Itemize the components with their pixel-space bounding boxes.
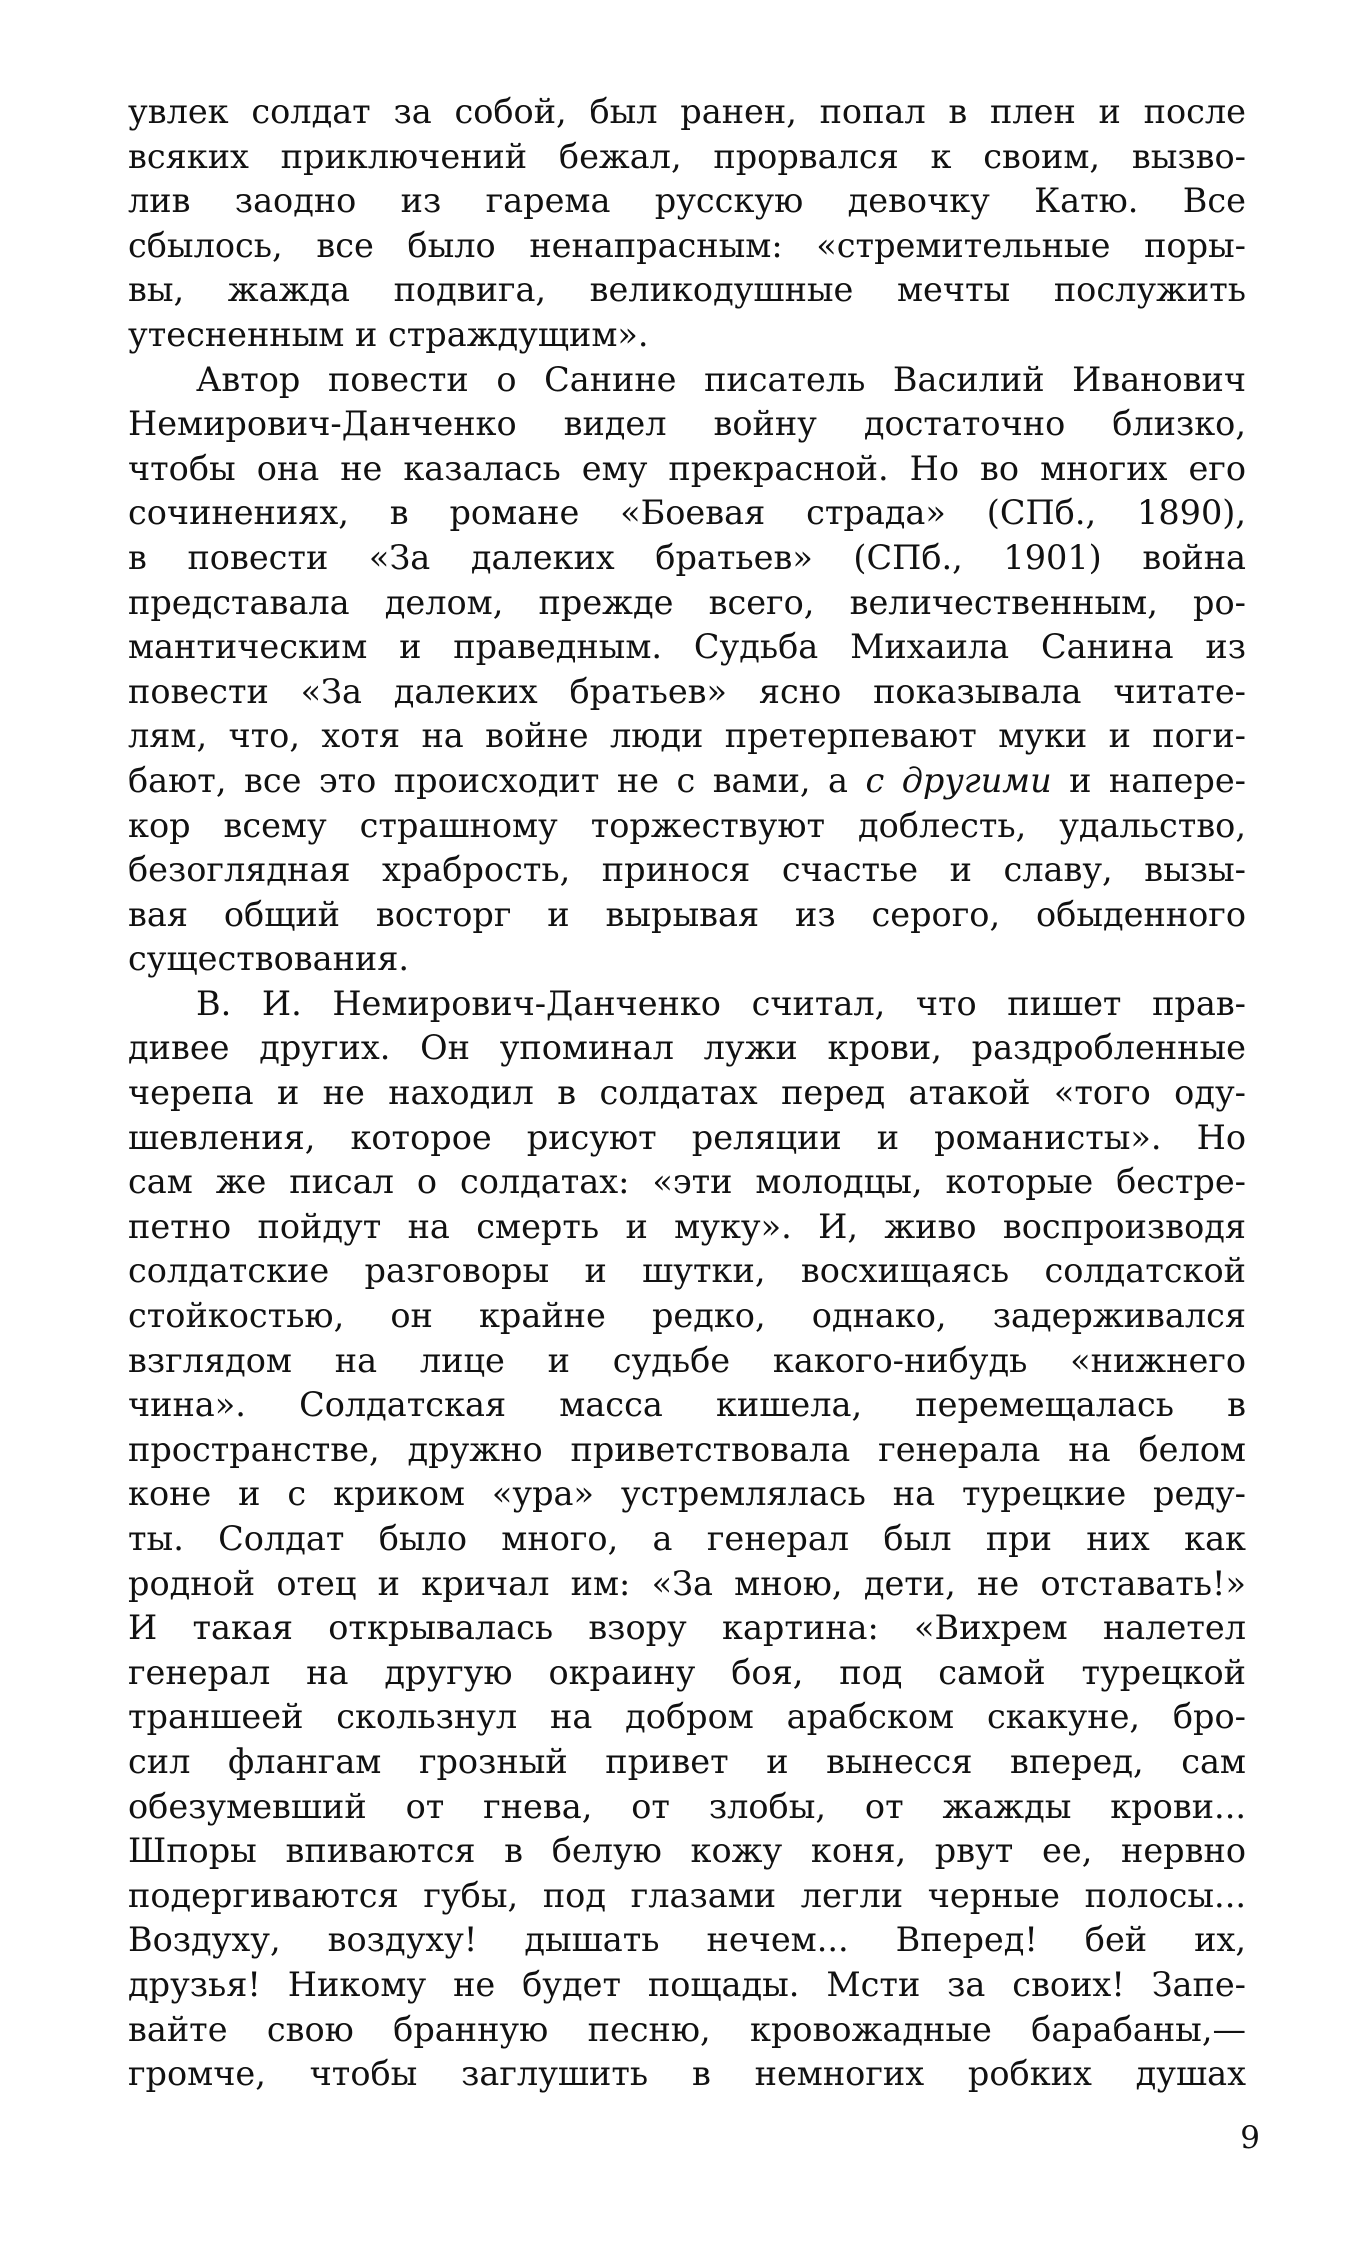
emphasized-text: с другими [865,760,1052,800]
text-line: друзья! Никому не будет пощады. Мсти за своих! Запе- [128,1964,1246,2004]
text-line: ты. Солдат было много, а генерал был при них как [128,1519,1246,1558]
page-text [128,90,1246,2097]
text-line: сочинениях, в романе «Боевая страда» (СПб., 1890), [128,493,1246,533]
paragraph-2 [128,358,1246,982]
text-line: дивее других. Он упоминал лужи крови, раздробленные [128,1028,1246,1068]
text-line: родной отец и кричал им: «За мною, дети, не отставать!» [128,1563,1246,1603]
text-line: безоглядная храбрость, принося счастье и славу, вызы- [128,850,1246,890]
paragraph-3 [128,982,1246,2097]
page-number: 9 [1240,2120,1260,2156]
text-line: Шпоры впиваются в белую кожу коня, рвут ее, нервно [128,1831,1246,1871]
text-line: В. И. Немирович-Данченко считал, что пишет прав- [196,983,1246,1023]
text-line: траншеей скользнул на добром арабском скакуне, бро- [128,1697,1246,1737]
text-line: повести «За далеких братьев» ясно показывала читате- [128,671,1246,711]
text-line: громче, чтобы заглушить в немногих робких душах [128,2054,1246,2094]
text-line: чина». Солдатская масса кишела, перемещалась в [128,1385,1246,1425]
text-line: петно пойдут на смерть и муку». И, живо воспроизводя [128,1206,1246,1246]
text-line: сил флангам грозный привет и вынесся вперед, сам [128,1741,1246,1781]
text-line: стойкостью, он крайне редко, однако, задерживался [128,1296,1246,1336]
text-line: увлек солдат за собой, был ранен, попал в плен и после [128,92,1246,131]
text-line: лив заодно из гарема русскую девочку Катю. Все [128,181,1246,221]
paragraph-1 [128,90,1246,358]
text-line: вайте свою бранную песню, кровожадные барабаны,— [128,2009,1246,2049]
text-line: Автор повести о Санине писатель Василий Иванович [196,359,1246,399]
text-line: вая общий восторг и вырывая из серого, обыденного [128,894,1246,934]
text-line: всяких приключений бежал, прорвался к своим, вызво- [128,136,1246,176]
text-line: Воздуху, воздуху! дышать нечем... Вперед! бей их, [128,1920,1246,1960]
text-line: солдатские разговоры и шутки, восхищаясь солдатской [128,1251,1246,1291]
text-line: утесненным и страждущим». [128,314,649,354]
text-line: шевления, которое рисуют реляции и романисты». Но [128,1117,1246,1157]
text-line: сбылось, все было ненапрасным: «стремительные поры- [128,225,1246,265]
text-line: взглядом на лице и судьбе какого-нибудь «нижнего [128,1340,1246,1380]
text-line: вы, жажда подвига, великодушные мечты послужить [128,270,1246,310]
text-line: бают, все это происходит не с вами, а с другими и напере- [128,760,1246,800]
text-line: представала делом, прежде всего, величественным, ро- [128,582,1246,622]
text-line: коне и с криком «ура» устремлялась на турецкие реду- [128,1474,1246,1514]
text-line: лям, что, хотя на войне люди претерпевают муки и поги- [128,716,1246,756]
text-line: пространстве, дружно приветствовала генерала на белом [128,1429,1246,1469]
text-line: кор всему страшному торжествуют доблесть, удальство, [128,805,1246,845]
text-line: чтобы она не казалась ему прекрасной. Но во многих его [128,448,1246,488]
text-line: И такая открывалась взору картина: «Вихрем налетел [128,1608,1246,1648]
text-line: обезумевший от гнева, от злобы, от жажды крови... [128,1786,1246,1826]
text-line: генерал на другую окраину боя, под самой турецкой [128,1652,1246,1692]
text-line: существования. [128,939,410,979]
text-line: в повести «За далеких братьев» (СПб., 1901) война [128,537,1246,577]
text-line: сам же писал о солдатах: «эти молодцы, которые бестре- [128,1162,1246,1202]
text-line: черепа и не находил в солдатах перед атакой «того оду- [128,1073,1246,1113]
text-line: Немирович-Данченко видел войну достаточно близко, [128,404,1246,444]
text-line: подергиваются губы, под глазами легли черные полосы... [128,1875,1246,1915]
text-line: мантическим и праведным. Судьба Михаила Санина из [128,627,1246,667]
